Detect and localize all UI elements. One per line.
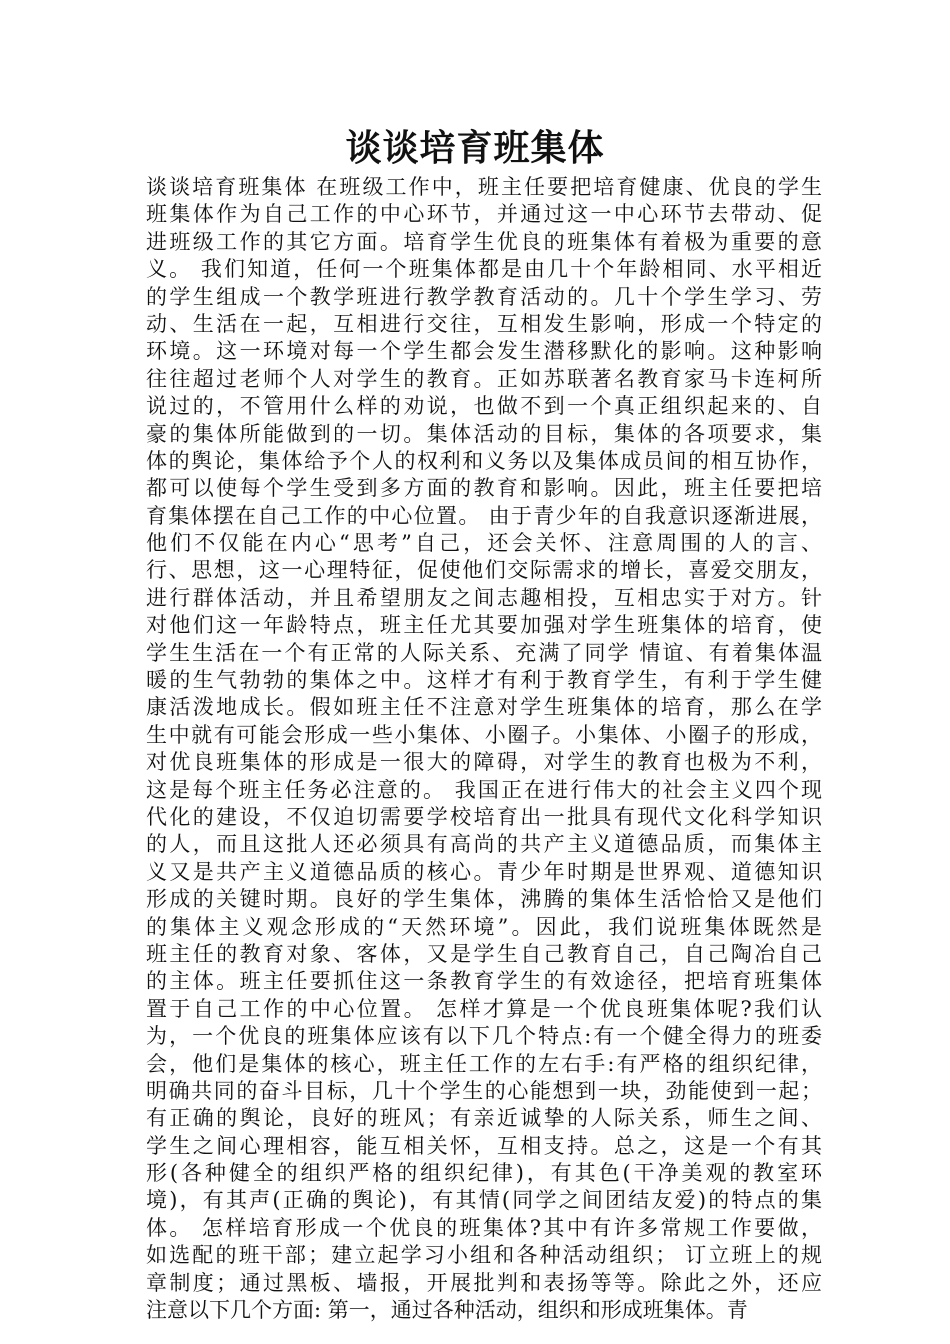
body-line: 暖的生气勃勃的集体之中。这样才有利于教育学生，有利于学生健 — [146, 668, 822, 693]
body-line: 如选配的班干部；建立起学习小组和各种活动组织； 订立班上的规 — [146, 1243, 822, 1268]
body-line: 进行群体活动，并且希望朋友之间志趣相投，互相忠实于对方。针 — [146, 585, 822, 610]
body-line: 班集体作为自己工作的中心环节，并通过这一中心环节去带动、促 — [146, 202, 822, 227]
body-line: 义又是共产主义道德品质的核心。青少年时期是世界观、道德知识 — [146, 859, 822, 884]
body-line: 都可以使每个学生受到多方面的教育和影响。因此，班主任要把培 — [146, 476, 822, 501]
body-line: 有正确的舆论，良好的班风；有亲近诚挚的人际关系，师生之间、 — [146, 1106, 822, 1131]
body-line: 生中就有可能会形成一些小集体、小圈子。小集体、小圈子的形成， — [146, 722, 822, 747]
body-line: 会，他们是集体的核心，班主任工作的左右手:有严格的组织纪律， — [146, 1051, 822, 1076]
body-line: 说过的，不管用什么样的劝说，也做不到一个真正组织起来的、自 — [146, 394, 822, 419]
body-line: 章制度；通过黑板、墙报，开展批判和表扬等等。除此之外，还应 — [146, 1270, 822, 1295]
body-line: 为，一个优良的班集体应该有以下几个特点:有一个健全得力的班委 — [146, 1024, 822, 1049]
body-line: 环境。这一环境对每一个学生都会发生潜移默化的影响。这种影响 — [146, 339, 822, 364]
body-line: 的学生组成一个教学班进行教学教育活动的。几十个学生学习、劳 — [146, 284, 822, 309]
body-line: 形成的关键时期。良好的学生集体，沸腾的集体生活恰恰又是他们 — [146, 887, 822, 912]
body-line: 这是每个班主任务必注意的。 我国正在进行伟大的社会主义四个现 — [146, 777, 822, 802]
body-line: 学生生活在一个有正常的人际关系、充满了同学 情谊、有着集体温 — [146, 640, 822, 665]
body-line: 往往超过老师个人对学生的教育。正如苏联著名教育家马卡连柯所 — [146, 366, 822, 391]
body-line: 对优良班集体的形成是一很大的障碍，对学生的教育也极为不利， — [146, 750, 822, 775]
body-line: 的人，而且这批人还必须具有高尚的共产主义道德品质，而集体主 — [146, 832, 822, 857]
body-line: 动、生活在一起，互相进行交往，互相发生影响，形成一个特定的 — [146, 311, 822, 336]
body-line: 学生之间心理相容，能互相关怀，互相支持。总之，这是一个有其 — [146, 1133, 822, 1158]
body-line: 置于自己工作的中心位置。 怎样才算是一个优良班集体呢?我们认 — [146, 996, 822, 1021]
body-line: 育集体摆在自己工作的中心位置。 由于青少年的自我意识逐渐进展， — [146, 503, 822, 528]
body-line: 体的舆论，集体给予个人的权利和义务以及集体成员间的相互协作， — [146, 448, 822, 473]
body-line: 代化的建设，不仅迫切需要学校培育出一批具有现代文化科学知识 — [146, 804, 822, 829]
body-line: 行、思想，这一心理特征，促使他们交际需求的增长，喜爱交朋友， — [146, 558, 822, 583]
body-line: 的主体。班主任要抓住这一条教育学生的有效途径，把培育班集体 — [146, 969, 822, 994]
document-title: 谈谈培育班集体 — [345, 127, 605, 169]
body-line: 明确共同的奋斗目标，几十个学生的心能想到一块，劲能使到一起； — [146, 1078, 822, 1103]
body-line: 康活泼地成长。假如班主任不注意对学生班集体的培育，那么在学 — [146, 695, 822, 720]
body-line: 谈谈培育班集体 在班级工作中，班主任要把培育健康、优良的学生 — [146, 175, 822, 199]
body-line: 班主任的教育对象、客体，又是学生自己教育自己，自己陶冶自己 — [146, 941, 822, 966]
body-line: 体。 怎样培育形成一个优良的班集体?其中有许多常规工作要做， — [146, 1215, 822, 1240]
body-line: 的集体主义观念形成的“天然环境”。因此，我们说班集体既然是 — [146, 914, 822, 939]
body-line: 义。 我们知道，任何一个班集体都是由几十个年龄相同、水平相近 — [146, 257, 822, 282]
body-line: 注意以下几个方面: 第一，通过各种活动，组织和形成班集体。青 — [146, 1298, 748, 1323]
body-line: 对他们这一年龄特点，班主任尤其要加强对学生班集体的培育，使 — [146, 613, 822, 638]
body-line: 豪的集体所能做到的一切。集体活动的目标，集体的各项要求，集 — [146, 421, 822, 446]
body-line: 形(各种健全的组织严格的组织纪律)，有其色(干净美观的教室环 — [146, 1161, 822, 1186]
document-body — [146, 174, 822, 1324]
body-line: 进班级工作的其它方面。培育学生优良的班集体有着极为重要的意 — [146, 229, 822, 254]
body-line: 他们不仅能在内心“思考”自己，还会关怀、注意周围的人的言、 — [146, 531, 822, 556]
body-line: 境)，有其声(正确的舆论)，有其情(同学之间团结友爱)的特点的集 — [146, 1188, 822, 1213]
